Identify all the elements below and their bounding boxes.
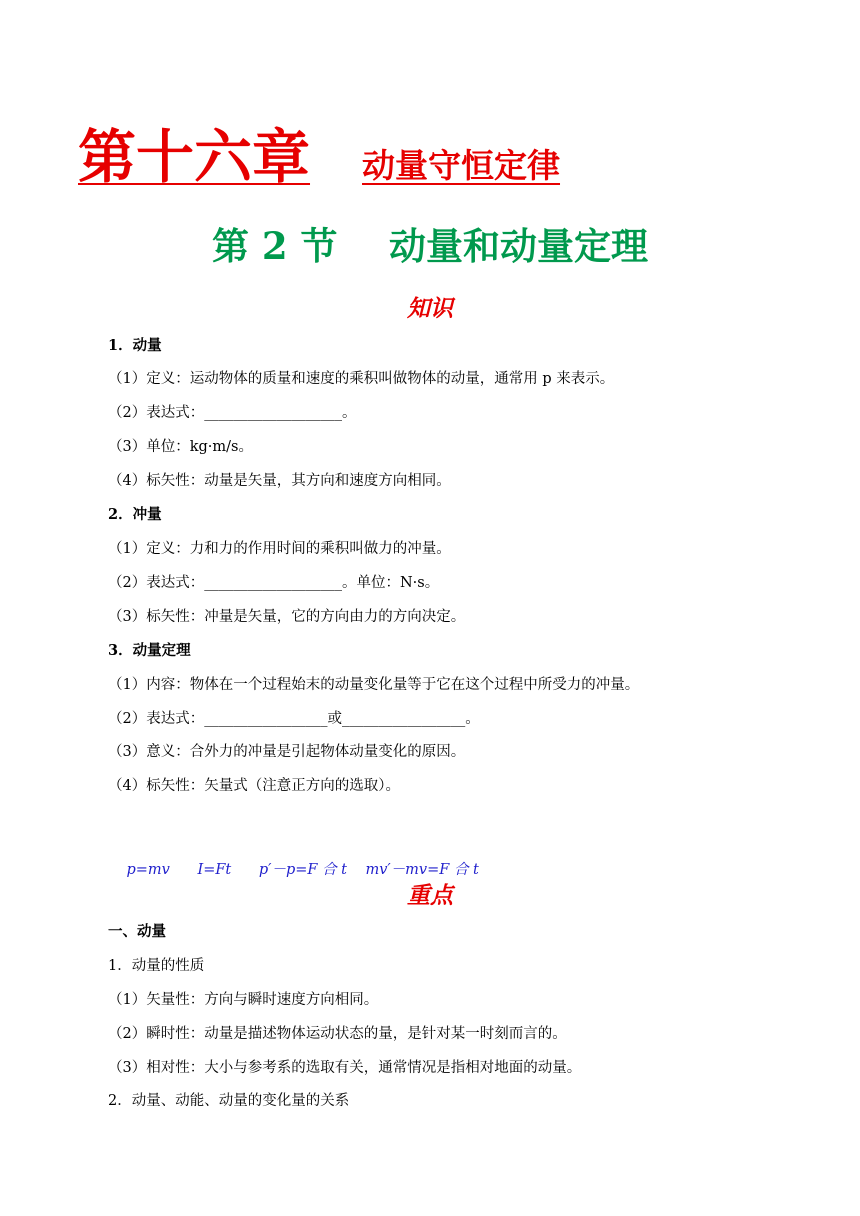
knowledge-line: （2）表达式：_________________或_________________。	[108, 711, 480, 727]
knowledge-line: 3．动量定理	[108, 642, 191, 659]
answer-1: p=mv	[126, 862, 170, 878]
answer-3: p′－p=F 合 t	[258, 862, 348, 878]
section-title: 第 2 节 动量和动量定理	[211, 224, 649, 268]
knowledge-heading: 知识	[407, 295, 453, 322]
knowledge-line: （1）定义：力和力的作用时间的乘积叫做力的冲量。	[108, 541, 451, 557]
knowledge-line: （4）标矢性：矢量式（注意正方向的选取）。	[108, 778, 400, 794]
key-point-line: （1）矢量性：方向与瞬时速度方向相同。	[108, 992, 379, 1008]
knowledge-line: （3）标矢性：冲量是矢量，它的方向由力的方向决定。	[108, 609, 466, 625]
key-point-line: （3）相对性：大小与参考系的选取有关，通常情况是指相对地面的动量。	[108, 1060, 582, 1076]
knowledge-line: （4）标矢性：动量是矢量，其方向和速度方向相同。	[108, 473, 451, 489]
key-point-line: （2）瞬时性：动量是描述物体运动状态的量，是针对某一时刻而言的。	[108, 1026, 567, 1042]
answer-4: mv′－mv=F 合 t	[365, 862, 479, 878]
chapter-heading	[78, 110, 560, 194]
knowledge-line: 2．冲量	[108, 506, 162, 523]
chapter-number: 第十六章	[78, 123, 311, 191]
key-point-line: 2．动量、动能、动量的变化量的关系	[108, 1093, 350, 1109]
knowledge-line: （1）内容：物体在一个过程始末的动量变化量等于它在这个过程中所受力的冲量。	[108, 677, 640, 693]
key-point-line: 一、动量	[108, 923, 166, 940]
knowledge-line: （3）单位：kg·m/s。	[108, 439, 253, 455]
key-points-heading: 重点	[407, 882, 453, 909]
key-point-line: 1．动量的性质	[108, 958, 205, 974]
answer-2: I=Ft	[197, 862, 232, 878]
knowledge-line: （2）表达式：___________________。单位：N·s。	[108, 575, 440, 591]
knowledge-line: （2）表达式：___________________。	[108, 405, 357, 421]
chapter-name: 动量守恒定律	[362, 146, 561, 185]
knowledge-line: 1．动量	[108, 337, 162, 354]
knowledge-line: （1）定义：运动物体的质量和速度的乘积叫做物体的动量，通常用 p 来表示。	[108, 371, 615, 387]
knowledge-line: （3）意义：合外力的冲量是引起物体动量变化的原因。	[108, 744, 466, 760]
